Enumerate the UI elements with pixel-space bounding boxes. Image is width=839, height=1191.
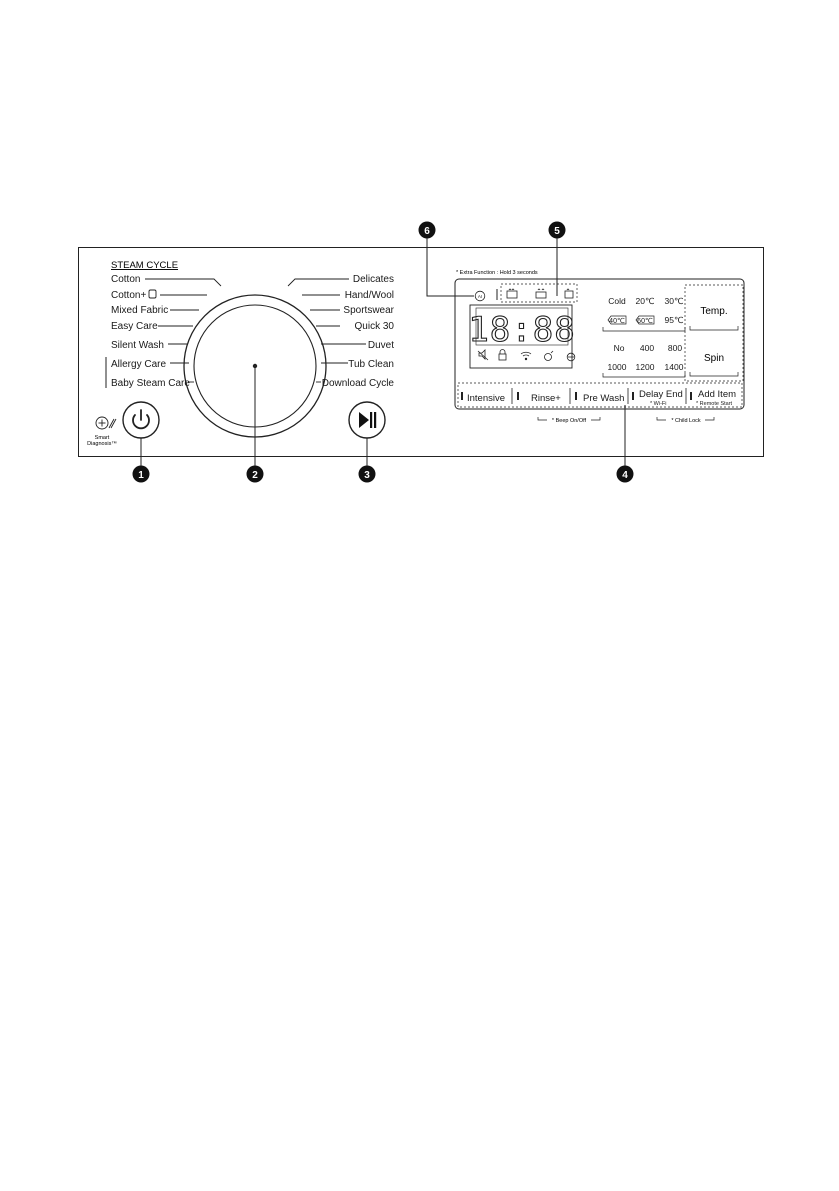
callout-4: [617, 466, 634, 483]
spin-no: No: [613, 343, 625, 353]
status-icons: [478, 350, 575, 361]
cotton-plus-icon: [149, 290, 156, 298]
spin-button[interactable]: [690, 353, 738, 376]
callout-3: [359, 466, 376, 483]
spin-1000: 1000: [607, 362, 627, 372]
spin-800: 800: [667, 343, 683, 353]
delay-end-sub: * Wi-Fi: [650, 401, 667, 407]
spin-button-label: Spin: [703, 353, 725, 364]
program-cotton-plus: Cotton+: [111, 290, 147, 301]
smart-diagnosis: [87, 417, 117, 447]
steam-shirt-icon: [507, 289, 517, 298]
add-item-sub: * Remote Start: [696, 401, 733, 407]
program-sportswear: Sportswear: [343, 305, 394, 316]
rinse-plus-label: Rinse+: [531, 393, 561, 404]
pre-wash-button[interactable]: [575, 392, 624, 404]
svg-text:Smart: Smart: [94, 435, 110, 441]
ai-icon: [475, 291, 485, 301]
temp-60: 60℃: [637, 318, 653, 325]
callout-1: [133, 466, 150, 483]
svg-text:AI: AI: [477, 294, 483, 299]
wifi-icon: [521, 352, 531, 360]
remote-icon: [545, 351, 554, 361]
callout-5: [549, 222, 566, 239]
spin-1400: 1400: [664, 362, 684, 372]
power-button[interactable]: [123, 402, 159, 438]
steam-icons: [507, 289, 573, 298]
intensive-label: Intensive: [467, 393, 506, 404]
program-quick-30: Quick 30: [354, 321, 394, 332]
temp-cold: Cold: [608, 296, 626, 306]
temp-40: 40℃: [609, 318, 625, 325]
program-silent-wash: Silent Wash: [111, 340, 164, 351]
dial-center-dot: [253, 364, 257, 368]
program-baby-steam-care: Baby Steam Care: [111, 378, 190, 389]
program-mixed-fabric: Mixed Fabric: [111, 305, 169, 316]
svg-text:* Child Lock: * Child Lock: [671, 418, 701, 424]
beep-note: [538, 417, 600, 424]
svg-text:3: 3: [364, 470, 370, 481]
steam-shirt-alt-icon: [536, 289, 546, 298]
add-item-button[interactable]: [690, 389, 736, 407]
add-item-label: Add Item: [698, 389, 737, 400]
digit-readout: 18:88: [468, 310, 576, 350]
program-cotton: Cotton: [111, 274, 141, 285]
svg-text:Diagnosis™: Diagnosis™: [87, 441, 117, 447]
smart-diagnosis-icon: [96, 417, 116, 429]
program-delicates: Delicates: [352, 274, 394, 285]
program-duvet: Duvet: [367, 340, 394, 351]
extra-function-note: * Extra Function : Hold 3 seconds: [456, 270, 538, 276]
svg-text:2: 2: [252, 470, 258, 481]
svg-text:1: 1: [138, 470, 144, 481]
rinse-plus-button[interactable]: [517, 392, 561, 404]
delay-end-button[interactable]: [632, 389, 683, 407]
mute-icon: [478, 350, 488, 360]
svg-text:4: 4: [622, 470, 628, 481]
callout-2: [247, 466, 264, 483]
spin-1200: 1200: [635, 362, 655, 372]
temp-button-label: Temp.: [700, 306, 728, 317]
svg-text:6: 6: [424, 226, 430, 237]
program-easy-care: Easy Care: [111, 321, 158, 332]
lock-icon: [499, 350, 506, 361]
program-download-cycle: Download Cycle: [321, 378, 394, 389]
temp-spin-box: [685, 285, 743, 381]
smart-care-icon: [567, 353, 575, 361]
temp-95: 95℃: [664, 315, 684, 325]
steam-options-box: [501, 284, 577, 302]
steam-cycle-header: STEAM CYCLE: [111, 260, 179, 271]
temp-20: 20℃: [635, 296, 655, 306]
leader-6: [427, 238, 474, 296]
spin-400: 400: [639, 343, 655, 353]
temp-30: 30℃: [664, 296, 684, 306]
pre-wash-label: Pre Wash: [583, 393, 625, 404]
program-allergy-care: Allergy Care: [111, 359, 167, 370]
program-tub-clean: Tub Clean: [348, 359, 394, 370]
child-lock-note: [657, 417, 714, 424]
start-pause-button[interactable]: [349, 402, 385, 438]
program-hand-wool: Hand/Wool: [344, 290, 394, 301]
temp-bracket: [603, 327, 685, 331]
spin-bracket: [603, 373, 685, 377]
temp-button[interactable]: [690, 306, 738, 330]
delay-end-label: Delay End: [639, 389, 683, 400]
digit-display: [468, 310, 575, 350]
svg-text:* Beep On/Off: * Beep On/Off: [551, 418, 587, 424]
svg-text:5: 5: [554, 226, 560, 237]
steam-care-icon: [565, 289, 573, 298]
callout-6: [419, 222, 436, 239]
intensive-button[interactable]: [461, 392, 505, 404]
